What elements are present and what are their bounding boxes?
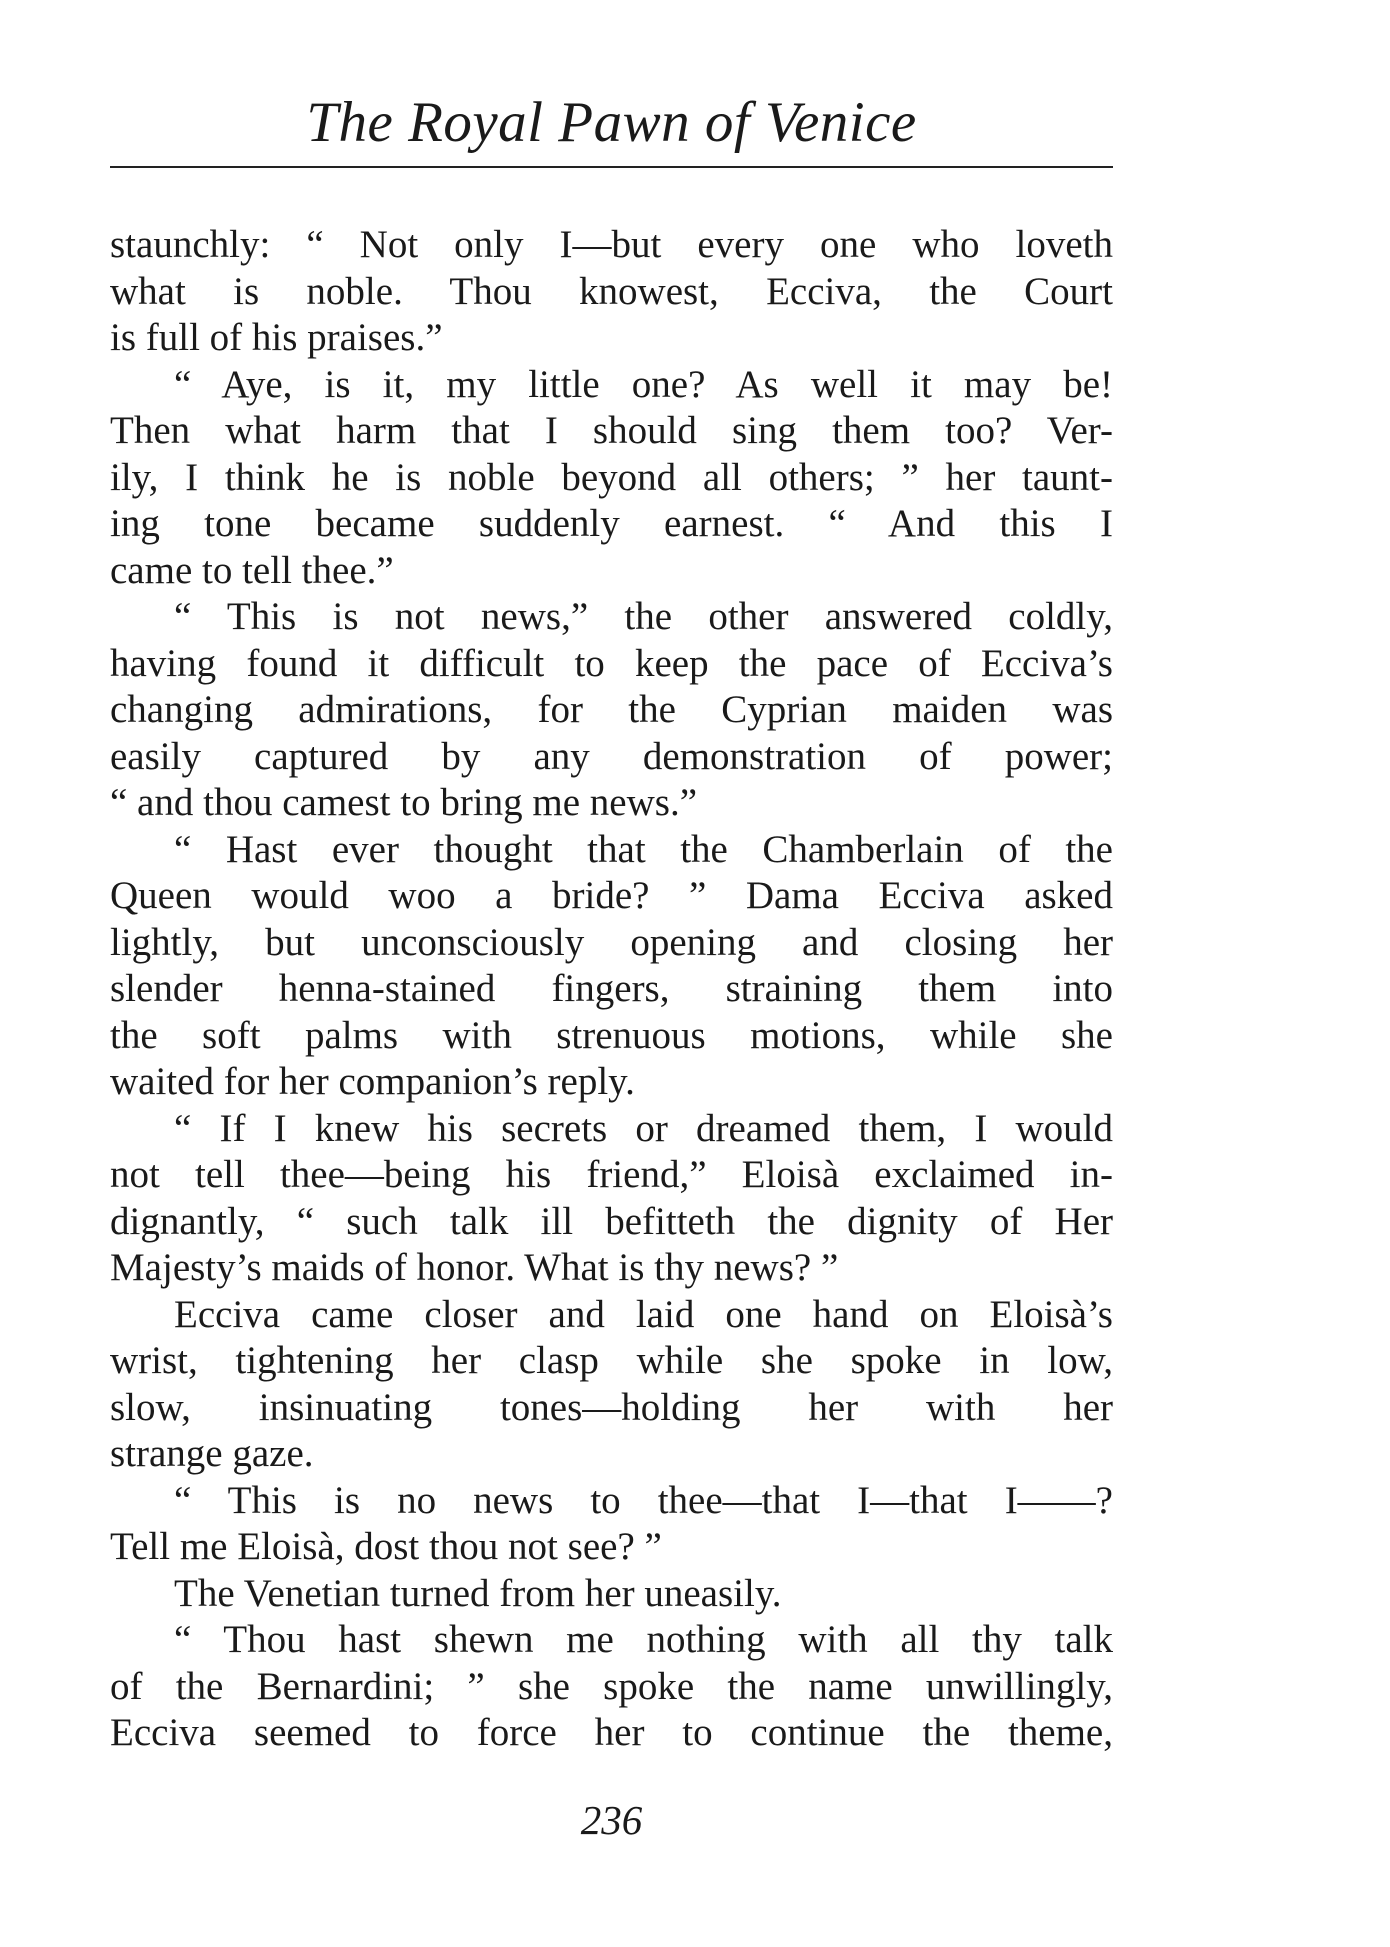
- text-line: The Venetian turned from her uneasily.: [174, 1571, 782, 1615]
- text-line: is full of his praises.”: [110, 316, 443, 359]
- text-line: easily captured by any demonstration of power;: [110, 734, 1113, 778]
- text-line: dignantly, “ such talk ill befitteth the dignity of Her: [110, 1199, 1113, 1243]
- text-line: “ If I knew his secrets or dreamed them, I would: [174, 1106, 1113, 1150]
- text-line: “ Hast ever thought that the Chamberlain of the: [174, 827, 1113, 871]
- text-line: not tell thee—being his friend,” Eloisà exclaimed in-: [110, 1153, 1113, 1196]
- text-line: “ This is no news to thee—that I—that I——?: [174, 1478, 1113, 1522]
- text-line: staunchly: “ Not only I—but every one who loveth: [110, 223, 1113, 266]
- text-line: Queen would woo a bride? ” Dama Ecciva asked: [110, 874, 1113, 917]
- text-line: “ Aye, is it, my little one? As well it may be!: [174, 362, 1113, 406]
- text-line: wrist, tightening her clasp while she spoke in low,: [110, 1339, 1113, 1382]
- text-line: Ecciva seemed to force her to continue the theme,: [110, 1711, 1113, 1754]
- text-line: waited for her companion’s reply.: [110, 1060, 635, 1103]
- text-line: slender henna-stained fingers, straining them into: [110, 967, 1113, 1010]
- text-line: what is noble. Thou knowest, Ecciva, the Court: [110, 269, 1113, 313]
- text-line: came to tell thee.”: [110, 548, 394, 592]
- text-line: “ and thou camest to bring me news.”: [110, 781, 697, 824]
- page-number: 236: [580, 1797, 643, 1843]
- text-line: “ This is not news,” the other answered coldly,: [174, 595, 1113, 638]
- text-line: Then what harm that I should sing them too? Ver-: [110, 409, 1113, 452]
- header-rule: [110, 166, 1113, 168]
- text-line: changing admirations, for the Cyprian maiden was: [110, 688, 1113, 731]
- body-text: [110, 222, 1113, 1757]
- text-line: having found it difficult to keep the pace of Ecciva’s: [110, 641, 1113, 685]
- text-line: “ Thou hast shewn me nothing with all thy talk: [174, 1618, 1113, 1661]
- text-line: ily, I think he is noble beyond all others; ” her taunt-: [110, 455, 1113, 499]
- text-line: ing tone became suddenly earnest. “ And this I: [110, 502, 1113, 545]
- text-line: slow, insinuating tones—holding her with her: [110, 1385, 1113, 1429]
- text-line: Ecciva came closer and laid one hand on Eloisà’s: [174, 1292, 1113, 1336]
- running-title: The Royal Pawn of Venice: [306, 91, 917, 154]
- text-line: the soft palms with strenuous motions, while she: [110, 1013, 1113, 1057]
- text-line: strange gaze.: [110, 1432, 314, 1475]
- text-line: lightly, but unconsciously opening and closing her: [110, 920, 1113, 964]
- text-line: of the Bernardini; ” she spoke the name unwillingly,: [110, 1664, 1113, 1708]
- text-line: Tell me Eloisà, dost thou not see? ”: [110, 1525, 662, 1568]
- text-line: Majesty’s maids of honor. What is thy news? ”: [110, 1246, 839, 1289]
